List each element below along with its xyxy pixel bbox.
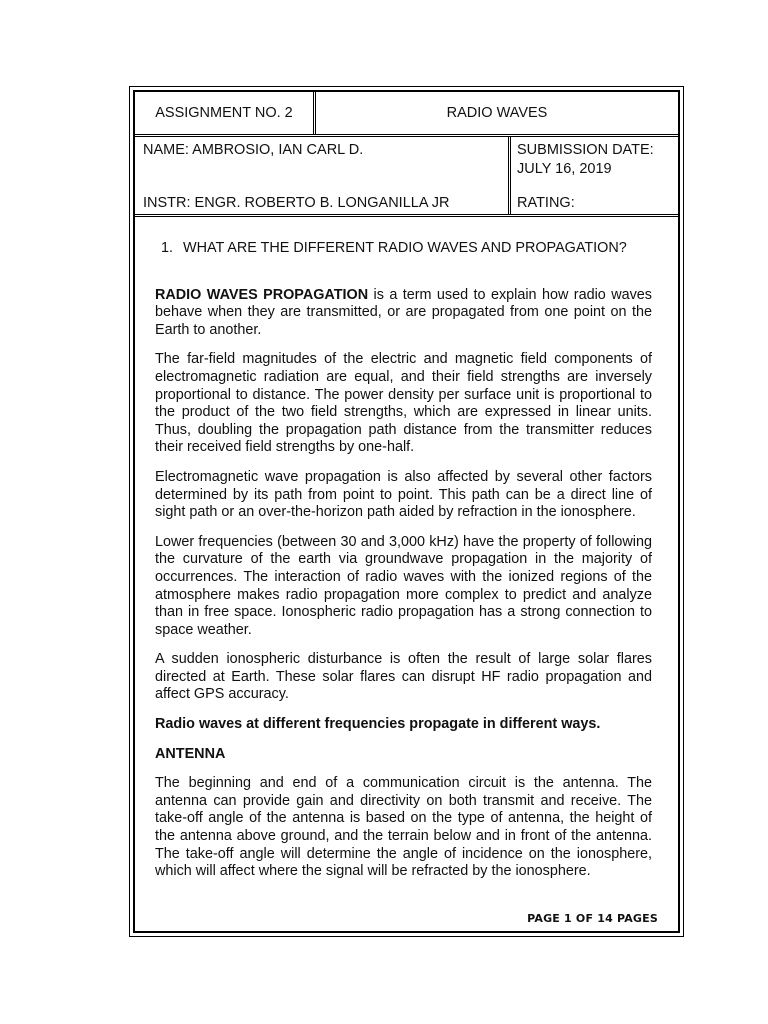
document-inner-frame [133,90,680,933]
assignment-cell [135,92,316,134]
student-info-cell [135,137,511,214]
rating-label: RATING: [517,195,575,211]
paragraph-intro [155,287,652,340]
question-1 [161,240,652,258]
paragraph-em-propagation: Electromagnetic wave propagation is also affected by several other factors determined by its path from point to point. This path can be a direct line of sight path or an over-the-horizon path aided by refraction in the ionosphere. [155,468,652,521]
assignment-topic: RADIO WAVES [446,105,548,121]
submission-info-cell [511,137,678,214]
header-row-1 [135,92,678,137]
question-number: 1. [161,240,174,256]
paragraph-antenna: The beginning and end of a communication circuit is the antenna. The antenna can provide gain and directivity on both transmit and receive. The take-off angle of the antenna is based on the type of antenna, the height of the antenna above ground, and the terrain below and in front of the antenna. The take-off angle will determine the angle of incidence on the ionosphere, which will affect where the signal will be refracted by the ionosphere. [155,775,652,880]
assignment-number: ASSIGNMENT NO. 2 [155,105,293,121]
paragraph-intro-text: is a term used to explain how radio waves behave when they are transmitted, or are propagated from one point on the Earth to another. [155,286,652,338]
document-frame [129,86,684,937]
paragraph-lower-frequencies: Lower frequencies (between 30 and 3,000 kHz) have the property of following the curvature of the earth via groundwave propagation in the majority of occurrences. The interaction of radio waves with the ionized regions of the atmosphere makes radio propagation more complex to predict and analyze than in free space. Ionospheric radio propagation has a strong connection to space weather. [155,533,652,638]
question-text: WHAT ARE THE DIFFERENT RADIO WAVES AND PROPAGATION? [183,240,627,256]
submission-label: SUBMISSION DATE: [517,142,654,158]
page-number: PAGE 1 OF 14 PAGES [527,912,658,925]
topic-cell [316,92,678,134]
heading-antenna: ANTENNA [155,745,226,762]
paragraph-frequencies-statement: Radio waves at different frequencies propagate in different ways. [155,716,601,733]
paragraph-far-field: The far-field magnitudes of the electric and magnetic field components of electromagnetic radiation are equal, and their field strengths are inversely proportional to distance. The power density per surface unit is proportional to the product of the two field strengths, which are expressed in linear units. Thus, doubling the propagation path distance from the transmitter reduces their received field strengths by one-half. [155,351,652,456]
paragraph-ionospheric-disturbance: A sudden ionospheric disturbance is often the result of large solar flares directed at Earth. These solar flares can disrupt HF radio propagation and affect GPS accuracy. [155,651,652,703]
submission-date: JULY 16, 2019 [517,161,612,177]
instructor-name: INSTR: ENGR. ROBERTO B. LONGANILLA JR [143,195,450,211]
document-body [155,240,652,893]
term-radio-waves-propagation: RADIO WAVES PROPAGATION [155,286,369,303]
header-row-2 [135,137,678,217]
student-name: NAME: AMBROSIO, IAN CARL D. [143,142,364,158]
